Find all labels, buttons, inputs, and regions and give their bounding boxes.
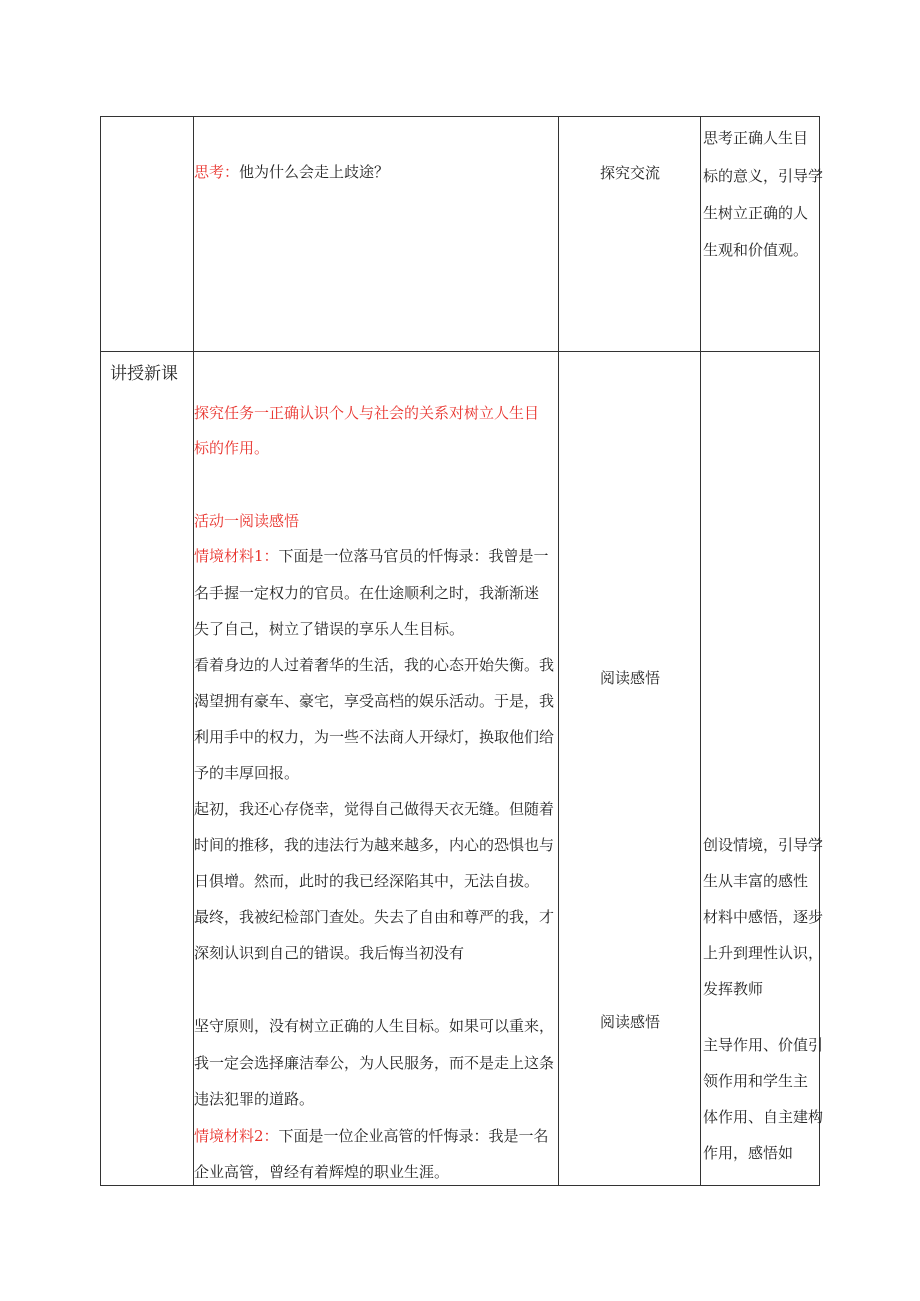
activity-title: 活动一阅读感悟 (194, 512, 300, 530)
material2-label: 情境材料2： (194, 1127, 279, 1145)
row2-activity-a: 阅读感悟 (600, 669, 661, 687)
table-border-top (100, 116, 820, 117)
row2-intent-line: 创设情境，引导学 (703, 836, 824, 854)
row2-intent-line: 材料中感悟，逐步 (703, 908, 824, 926)
section-label: 讲授新课 (110, 364, 178, 384)
row2-intent-line: 体作用、自主建构 (703, 1108, 824, 1126)
material1-line: 失了自己，树立了错误的享乐人生目标。 (194, 620, 465, 638)
think-question (194, 162, 389, 182)
material1-label: 情境材料1： (194, 547, 279, 565)
row2-intent-line: 作用，感悟如 (703, 1144, 794, 1162)
row2-activity-b: 阅读感悟 (600, 1013, 661, 1031)
material1-line: 坚守原则，没有树立正确的人生目标。如果可以重来， (194, 1017, 555, 1035)
row2-intent-line: 发挥教师 (703, 980, 764, 998)
row1-intent-line: 思考正确人生目 (703, 129, 809, 147)
material1-line: 利用手中的权力，为一些不法商人开绿灯，换取他们给 (194, 728, 555, 746)
material1-line: 最终，我被纪检部门查处。失去了自由和尊严的我，才 (194, 908, 555, 926)
row1-intent-line: 生观和价值观。 (703, 241, 809, 259)
think-label: 思考： (194, 163, 240, 181)
row1-activity: 探究交流 (600, 164, 661, 182)
row2-intent-line: 主导作用、价值引 (703, 1036, 824, 1054)
material1-line: 予的丰厚回报。 (194, 764, 300, 782)
table-border-right (819, 116, 820, 1186)
task-title-line: 标的作用。 (194, 439, 270, 457)
row1-intent-line: 生树立正确的人 (703, 204, 809, 222)
material1-line: 时间的推移，我的违法行为越来越多，内心的恐惧也与 (194, 836, 555, 854)
material1-line: 违法犯罪的道路。 (194, 1090, 315, 1108)
material1-line: 名手握一定权力的官员。在仕途顺利之时，我渐渐迷 (194, 584, 540, 602)
table-divider-3 (700, 116, 701, 1186)
material1-line: 起初，我还心存侥幸，觉得自己做得天衣无缝。但随着 (194, 800, 555, 818)
material1-line: 深刻认识到自己的错误。我后悔当初没有 (194, 944, 465, 962)
table-border-bottom (100, 1185, 820, 1186)
material2-line: 企业高管，曾经有着辉煌的职业生涯。 (194, 1163, 450, 1181)
task-title-line: 探究任务一正确认识个人与社会的关系对树立人生目 (194, 404, 540, 422)
row2-intent-line: 上升到理性认识， (703, 944, 824, 962)
material1-line: 渴望拥有豪车、豪宅，享受高档的娱乐活动。于是，我 (194, 692, 555, 710)
table-row-divider (100, 351, 820, 352)
row2-intent-line: 领作用和学生主 (703, 1072, 809, 1090)
row2-intent-line: 生从丰富的感性 (703, 872, 809, 890)
material1-line: 情境材料1：下面是一位落马官员的忏悔录：我曾是一 (194, 547, 549, 565)
table-divider-2 (558, 116, 559, 1186)
row1-intent-line: 标的意义，引导学 (703, 167, 824, 185)
material1-line: 日俱增。然而，此时的我已经深陷其中，无法自拔。 (194, 872, 540, 890)
table-border-left (100, 116, 101, 1186)
material2-line: 情境材料2：下面是一位企业高管的忏悔录：我是一名 (194, 1127, 549, 1145)
think-text: 他为什么会走上歧途？ (239, 163, 390, 181)
material1-line: 我一定会选择廉洁奉公，为人民服务，而不是走上这条 (194, 1054, 555, 1072)
material1-line: 看着身边的人过着奢华的生活，我的心态开始失衡。我 (194, 656, 555, 674)
